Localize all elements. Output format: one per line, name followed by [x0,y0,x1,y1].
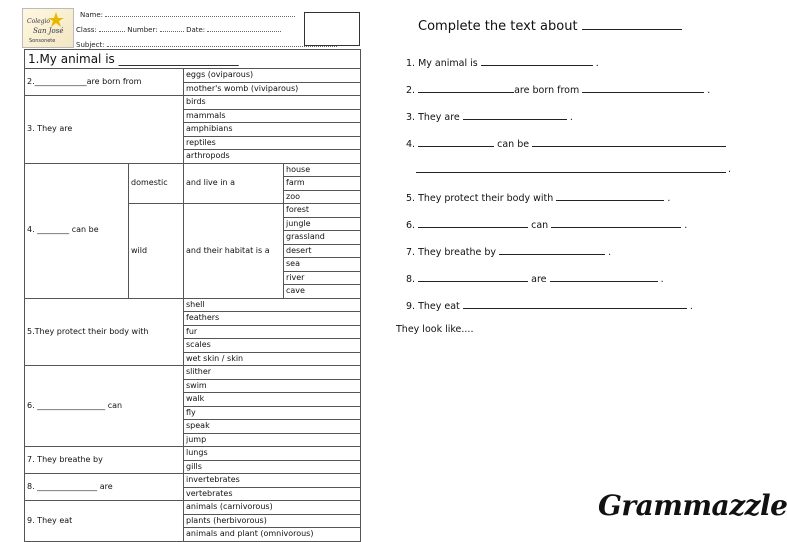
option-cell[interactable]: farm [284,177,361,191]
q5-blank[interactable] [556,190,664,201]
option-cell[interactable]: shell [184,298,361,312]
q4-blank-2[interactable] [532,136,726,147]
can-be-label: 4. ________ can be [25,163,129,298]
option-cell[interactable]: zoo [284,190,361,204]
q5-text: 5. They protect their body with [406,193,554,204]
q2-blank-1[interactable] [418,82,514,93]
they-are-label: 3. They are [25,96,184,164]
q8-text: 8. [406,274,416,285]
q3-blank[interactable] [463,109,567,120]
complete-title-text: Complete the text about [418,19,578,34]
q2-blank-2[interactable] [582,82,704,93]
subject-line [76,39,337,49]
q9-blank[interactable] [463,298,687,309]
option-cell[interactable]: house [284,163,361,177]
domestic-label: domestic [129,163,184,204]
option-cell[interactable]: gills [184,460,361,474]
date-label: Date: [186,26,206,34]
look-like-text: They look like.... [396,324,474,335]
q8-mid: are [531,274,547,285]
eat-label: 9. They eat [25,501,184,542]
animal-table [24,49,361,542]
option-cell[interactable]: river [284,271,361,285]
option-cell[interactable]: swim [184,379,361,393]
q4-end: . [728,164,732,175]
q6-mid: can [531,220,549,231]
option-cell[interactable]: jungle [284,217,361,231]
option-cell[interactable]: forest [284,204,361,218]
question-3 [406,109,573,123]
option-cell[interactable]: animals and plant (omnivorous) [184,528,361,542]
class-label: Class: [76,26,97,34]
q8-blank-1[interactable] [418,271,528,282]
q7-end: . [608,247,612,258]
option-cell[interactable]: fur [184,325,361,339]
q1-blank[interactable] [481,55,593,66]
wild-mid: and their habitat is a [184,204,284,299]
option-cell[interactable]: invertebrates [184,474,361,488]
svg-text:San José: San José [33,27,64,35]
q4-text: 4. [406,139,416,150]
option-cell[interactable]: wet skin / skin [184,352,361,366]
name-label: Name: [80,11,104,19]
q6-end: . [684,220,688,231]
born-label: 2._____________are born from [25,69,184,96]
option-cell[interactable]: desert [284,244,361,258]
question-8 [406,271,664,285]
worksheet-right [392,0,787,540]
svg-text:Sonsonete: Sonsonete [29,38,56,44]
q8-blank-2[interactable] [550,271,658,282]
can-label: 6. _________________ can [25,366,184,447]
question-1 [406,55,599,69]
q6-text: 6. [406,220,416,231]
q2-end: . [707,85,711,96]
question-2 [406,82,710,96]
question-5 [406,190,670,204]
option-cell[interactable]: scales [184,339,361,353]
option-cell[interactable]: arthropods [184,150,361,164]
q4-mid: can be [497,139,530,150]
option-cell[interactable]: lungs [184,447,361,461]
option-cell[interactable]: plants (herbivorous) [184,514,361,528]
name-blank[interactable] [105,9,295,17]
option-cell[interactable]: slither [184,366,361,380]
q5-end: . [667,193,671,204]
q6-blank-1[interactable] [418,217,528,228]
q6-blank-2[interactable] [551,217,681,228]
q9-text: 9. They eat [406,301,460,312]
option-cell[interactable]: eggs (oviparous) [184,69,361,83]
q9-end: . [689,301,693,312]
worksheet-left [18,0,370,540]
number-blank[interactable] [160,24,184,32]
option-cell[interactable]: feathers [184,312,361,326]
option-cell[interactable]: jump [184,433,361,447]
option-cell[interactable]: amphibians [184,123,361,137]
question-4 [406,136,726,150]
breathe-label: 7. They breathe by [25,447,184,474]
name-line [80,9,295,19]
subject-blank[interactable] [107,39,337,47]
are-label: 8. _______________ are [25,474,184,501]
option-cell[interactable]: fly [184,406,361,420]
q1-text: 1. My animal is [406,58,478,69]
school-logo [22,8,74,48]
q7-blank[interactable] [499,244,605,255]
q3-text: 3. They are [406,112,460,123]
complete-title [418,19,682,34]
class-line [76,24,281,34]
option-cell[interactable]: speak [184,420,361,434]
table-title: 1.My animal is ____________________ [25,50,361,69]
option-cell[interactable]: animals (carnivorous) [184,501,361,515]
question-6 [406,217,687,231]
option-cell[interactable]: grassland [284,231,361,245]
wild-label: wild [129,204,184,299]
brand-logo: Grammazzle [598,489,787,522]
option-cell[interactable]: birds [184,96,361,110]
q1-end: . [595,58,599,69]
svg-text:Colegio: Colegio [27,18,51,25]
option-cell[interactable]: mammals [184,109,361,123]
option-cell[interactable]: sea [284,258,361,272]
q2-text: 2. [406,85,416,96]
q4-blank-1[interactable] [418,136,494,147]
option-cell[interactable]: cave [284,285,361,299]
class-blank[interactable] [99,24,125,32]
photo-box [304,12,360,46]
q2-mid: are born from [514,85,580,96]
q3-end: . [569,112,573,123]
domestic-mid: and live in a [184,163,284,204]
title-blank[interactable] [582,19,682,30]
protect-label: 5.They protect their body with [25,298,184,366]
option-cell[interactable]: reptiles [184,136,361,150]
question-7 [406,244,611,258]
option-cell[interactable]: mother's womb (viviparous) [184,82,361,96]
number-label: Number: [127,26,158,34]
date-blank[interactable] [207,24,281,32]
subject-label: Subject: [76,41,105,49]
option-cell[interactable]: vertebrates [184,487,361,501]
worksheet-header [18,6,370,50]
option-cell[interactable]: walk [184,393,361,407]
q4-blank-3[interactable] [416,162,726,173]
q7-text: 7. They breathe by [406,247,497,258]
question-9 [406,298,693,312]
q8-end: . [660,274,664,285]
